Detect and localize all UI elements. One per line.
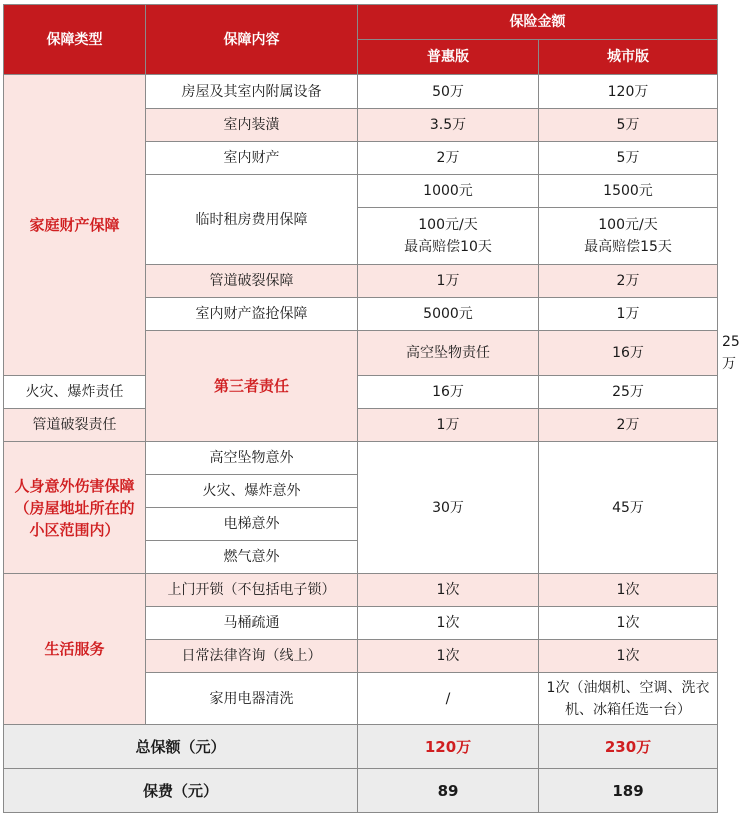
total-coverage-city: 230万 xyxy=(539,725,718,769)
basic-value: 16万 xyxy=(539,331,718,376)
city-value: 2万 xyxy=(539,409,718,442)
coverage-item: 管道破裂责任 xyxy=(4,409,146,442)
table-row: 第三者责任 高空坠物责任 16万 25万 xyxy=(4,331,718,376)
basic-value: 16万 xyxy=(358,376,539,409)
basic-value-line: 100元/天 xyxy=(418,217,478,233)
premium-city: 189 xyxy=(539,769,718,813)
total-coverage-label: 总保额（元） xyxy=(4,725,358,769)
category-line: 人身意外伤害保障 xyxy=(14,476,135,495)
category-line: 小区范围内） xyxy=(29,520,120,539)
city-value xyxy=(539,208,718,265)
basic-value: 3.5万 xyxy=(358,109,539,142)
category-personal-accident xyxy=(4,442,146,574)
coverage-item: 火灾、爆炸意外 xyxy=(146,475,358,508)
coverage-item: 上门开锁（不包括电子锁） xyxy=(146,574,358,607)
coverage-item: 家用电器清洗 xyxy=(146,673,358,725)
header-plan-basic: 普惠版 xyxy=(358,40,539,75)
total-coverage-row xyxy=(4,725,718,769)
header-content: 保障内容 xyxy=(146,5,358,75)
basic-value: 50万 xyxy=(358,75,539,109)
basic-value: 30万 xyxy=(358,442,539,574)
category-property: 家庭财产保障 xyxy=(4,75,146,376)
table-row xyxy=(4,442,718,475)
premium-row xyxy=(4,769,718,813)
basic-value xyxy=(358,208,539,265)
city-value: 5万 xyxy=(539,109,718,142)
category-third-party: 第三者责任 xyxy=(146,331,358,442)
basic-value: 1次 xyxy=(358,607,539,640)
header-type: 保障类型 xyxy=(4,5,146,75)
header-row xyxy=(4,5,718,40)
coverage-item: 管道破裂保障 xyxy=(146,265,358,298)
category-life-services: 生活服务 xyxy=(4,574,146,725)
table-row xyxy=(4,376,718,409)
basic-value: 1万 xyxy=(358,409,539,442)
insurance-comparison-table xyxy=(3,4,740,813)
coverage-item: 室内财产盗抢保障 xyxy=(146,298,358,331)
header-plan-city: 城市版 xyxy=(539,40,718,75)
city-value: 1500元 xyxy=(539,175,718,208)
city-value: 25万 xyxy=(539,376,718,409)
city-value: 1次 xyxy=(539,640,718,673)
header-amount: 保险金额 xyxy=(358,5,718,40)
basic-value: 2万 xyxy=(358,142,539,175)
coverage-item: 临时租房费用保障 xyxy=(146,175,358,265)
city-value xyxy=(539,673,718,725)
coverage-item: 马桶疏通 xyxy=(146,607,358,640)
coverage-item: 室内装潢 xyxy=(146,109,358,142)
basic-value: 5000元 xyxy=(358,298,539,331)
total-coverage-basic: 120万 xyxy=(358,725,539,769)
premium-label: 保费（元） xyxy=(4,769,358,813)
coverage-item: 日常法律咨询（线上） xyxy=(146,640,358,673)
basic-value: 1000元 xyxy=(358,175,539,208)
basic-value-line: 最高赔偿10天 xyxy=(404,239,492,255)
city-value: 1万 xyxy=(539,298,718,331)
table-row xyxy=(4,75,718,109)
coverage-item: 室内财产 xyxy=(146,142,358,175)
city-value: 120万 xyxy=(539,75,718,109)
coverage-item: 高空坠物责任 xyxy=(358,331,539,376)
city-value: 5万 xyxy=(539,142,718,175)
city-value: 1次 xyxy=(539,607,718,640)
basic-value: / xyxy=(358,673,539,725)
city-value-line: 100元/天 xyxy=(598,217,658,233)
table-row xyxy=(4,574,718,607)
city-value-line: 1次（油烟机、空调、洗衣 xyxy=(546,679,710,696)
category-line: （房屋地址所在的 xyxy=(14,498,135,517)
coverage-item: 房屋及其室内附属设备 xyxy=(146,75,358,109)
coverage-item: 燃气意外 xyxy=(146,541,358,574)
city-value: 1次 xyxy=(539,574,718,607)
table-row xyxy=(4,409,718,442)
city-value: 45万 xyxy=(539,442,718,574)
basic-value: 1次 xyxy=(358,640,539,673)
city-value: 2万 xyxy=(539,265,718,298)
coverage-item: 高空坠物意外 xyxy=(146,442,358,475)
coverage-item: 电梯意外 xyxy=(146,508,358,541)
city-value-line: 最高赔偿15天 xyxy=(584,239,672,255)
premium-basic: 89 xyxy=(358,769,539,813)
coverage-item: 火灾、爆炸责任 xyxy=(4,376,146,409)
basic-value: 1次 xyxy=(358,574,539,607)
basic-value: 1万 xyxy=(358,265,539,298)
city-value-line: 机、冰箱任选一台） xyxy=(565,701,691,718)
